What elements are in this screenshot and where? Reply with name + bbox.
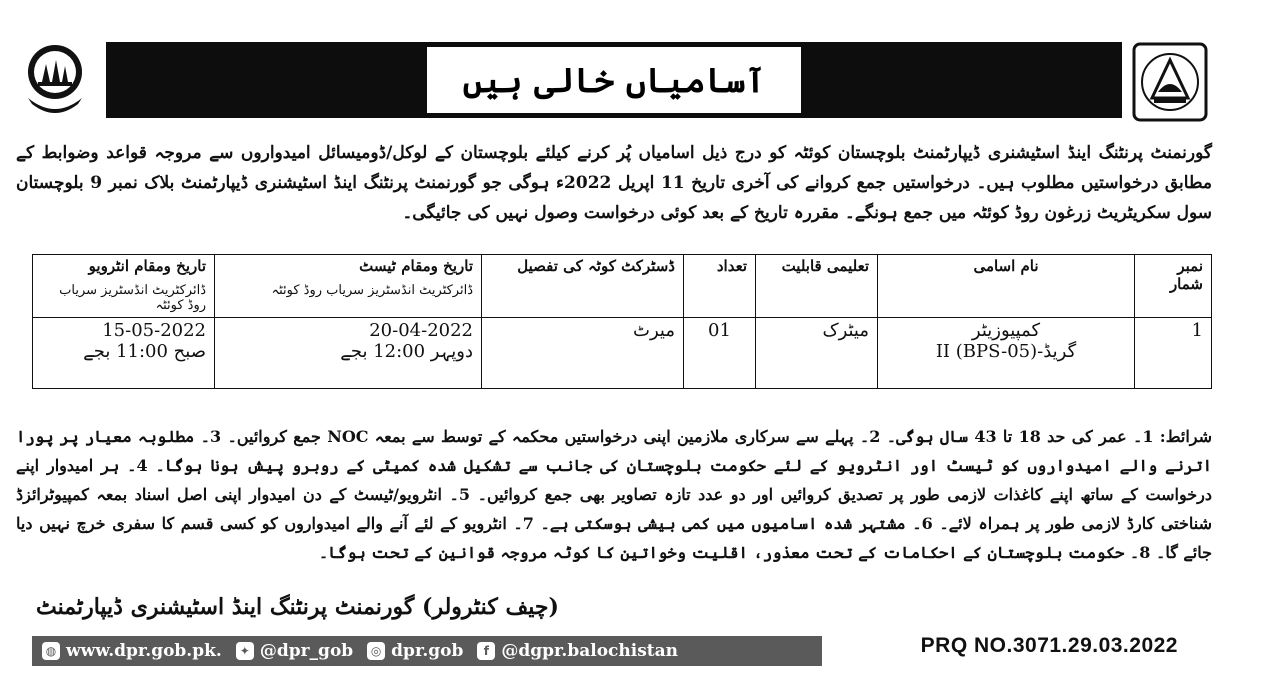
header-interview-label: تاریخ ومقام انٹرویو xyxy=(88,257,206,275)
header-serial: نمبر شمار xyxy=(1135,255,1212,318)
header-test-venue: ڈائرکٹریٹ انڈسٹریز سریاب روڈ کوئٹہ xyxy=(271,283,473,298)
cell-post xyxy=(878,318,1135,389)
social-links-bar xyxy=(32,636,822,666)
website-link[interactable] xyxy=(42,641,222,661)
header-test-label: تاریخ ومقام ٹیسٹ xyxy=(359,257,473,275)
header xyxy=(16,24,1212,134)
header-test xyxy=(215,255,482,318)
cell-post-grade: گریڈ-II (BPS-05) xyxy=(935,341,1077,362)
conditions-paragraph: شرائط: 1۔ عمر کی حد 18 تا 43 سال ہوگی۔ 2۔ پہلے سے سرکاری ملازمین اپنی درخواستیں محکمہ کے توسط سے بمعہ NOC جمع کروائیں۔ 3۔ مطلوبہ معیار پر پورا اترنے والے امیدواروں کو ٹیسٹ اور انٹرویو کے لئے حکومت بلوچستان کی جانب سے تشکیل شدہ کمیٹی کے روبرو پیش ہونا ہوگا۔ 4۔ ہر امیدوار اپنے درخواست کے ساتھ اپنے کاغذات لازمی طور پر تصدیق کروائیں اور دو عدد تازہ تصاویر بھی جمع کروائیں۔ 5۔ انٹرویو/ٹیسٹ کے دن امیدوار اپنی اصل اسناد بمعہ کمپیوٹرائزڈ شناختی کارڈ لازمی طور پر ہمراہ لائے۔ 6۔ مشتہر شدہ اسامیوں میں کمی بیشی ہوسکتی ہے۔ 7۔ انٹرویو کے لئے آنے والے امیدواروں کو کسی قسم کا سفری خرچ نہیں دیا جائے گا۔ 8۔ حکومت بلوچستان کے احکامات کے تحت معذور، اقلیت وخواتین کا کوٹہ مروجہ قوانین کے تحت ہوگا۔ xyxy=(16,427,1213,562)
facebook-link[interactable] xyxy=(477,641,678,661)
globe-icon: ◍ xyxy=(42,642,60,660)
header-count: تعداد xyxy=(684,255,756,318)
vacancy-table xyxy=(32,254,1212,389)
cell-qualification: میٹرک xyxy=(756,318,878,389)
signature-line: (چیف کنٹرولر) گورنمنٹ پرنٹنگ اینڈ اسٹیشنری ڈیپارٹمنٹ xyxy=(36,594,559,620)
cell-interview xyxy=(33,318,215,389)
twitter-text: @dpr_gob xyxy=(259,641,354,661)
intro-paragraph: گورنمنٹ پرنٹنگ اینڈ اسٹیشنری ڈیپارٹمنٹ بلوچستان کوئٹہ کو درج ذیل اسامیاں پُر کرنے کیلئے بلوچستان کے لوکل/ڈومیسائل امیدواروں سے مروجہ قواعد وضوابط کے مطابق درخواستیں مطلوب ہیں۔ درخواستیں جمع کروانے کی آخری تاریخ 11 اپریل 2022ء ہوگی جو گورنمنٹ پرنٹنگ اینڈ اسٹیشنری ڈیپارٹمنٹ بلاک نمبر 9 بلوچستان سول سکریٹریٹ زرغون روڈ کوئٹہ میں جمع ہونگے۔ مقررہ تاریخ کے بعد کوئی درخواست وصول نہیں کی جائیگی۔ xyxy=(16,143,1213,223)
instagram-link[interactable] xyxy=(367,641,463,661)
header-interview xyxy=(33,255,215,318)
header-post: نام اسامی xyxy=(878,255,1135,318)
instagram-text: dpr.gob xyxy=(391,641,464,661)
cell-post-name: کمپیوزیٹر xyxy=(971,320,1041,341)
facebook-text: @dgpr.balochistan xyxy=(501,641,679,661)
cell-interview-time: صبح 11:00 بجے xyxy=(83,341,206,362)
footer xyxy=(32,634,1228,668)
facebook-icon: f xyxy=(477,642,495,660)
header-district: ڈسٹرکٹ کوٹہ کی تفصیل xyxy=(482,255,684,318)
twitter-link[interactable] xyxy=(236,641,353,661)
page-title: آسامیاں خالی ہیں xyxy=(427,47,802,113)
cell-serial: 1 xyxy=(1135,318,1212,389)
department-seal-logo xyxy=(1132,42,1208,122)
cell-district: میرٹ xyxy=(482,318,684,389)
website-text: www.dpr.gob.pk. xyxy=(66,641,222,661)
header-interview-venue: ڈائرکٹریٹ انڈسٹریز سریاب روڈ کوئٹہ xyxy=(59,283,206,313)
government-emblem-logo xyxy=(20,38,90,124)
twitter-icon: ✦ xyxy=(236,642,254,660)
cell-count: 01 xyxy=(684,318,756,389)
cell-test-date: 20-04-2022 xyxy=(369,320,473,341)
cell-interview-date: 15-05-2022 xyxy=(102,320,206,341)
cell-test xyxy=(215,318,482,389)
cell-test-time: دوپہر 12:00 بجے xyxy=(340,341,473,362)
advertisement xyxy=(16,14,1212,662)
prq-number: PRQ NO.3071.29.03.2022 xyxy=(920,634,1178,657)
instagram-icon: ◎ xyxy=(367,642,385,660)
header-qualification: تعلیمی قابلیت xyxy=(756,255,878,318)
table-row xyxy=(33,318,1212,389)
table-header-row xyxy=(33,255,1212,318)
